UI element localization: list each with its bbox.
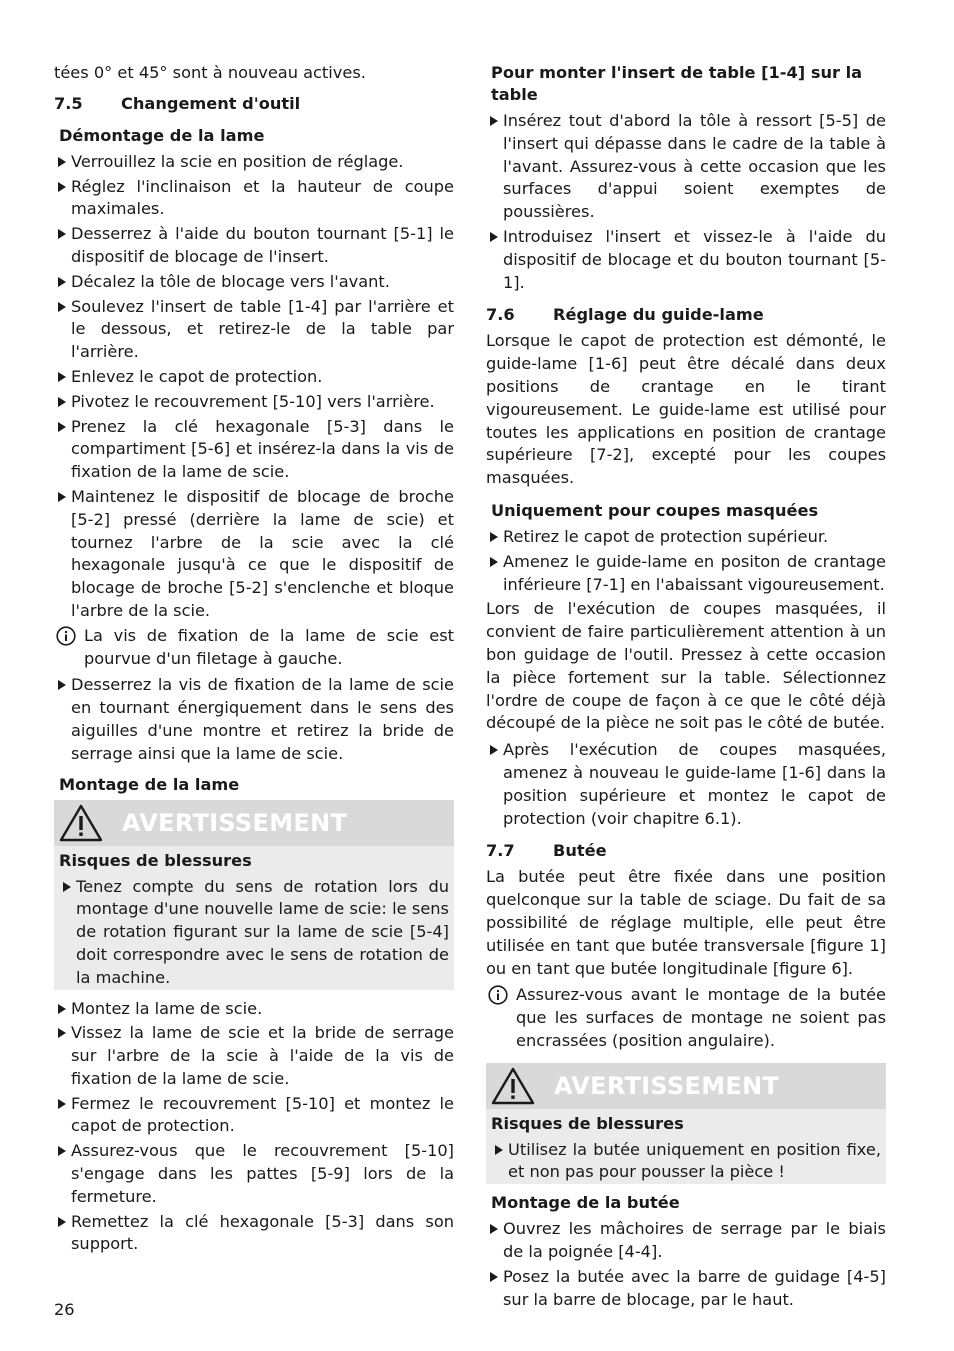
- step-item: Ouvrez les mâchoires de serrage par le biais de la poignée [4-4].: [486, 1218, 886, 1264]
- info-icon: [488, 985, 508, 1005]
- step-item: Desserrez la vis de fixation de la lame de scie en tournant énergiquement dans le sens des aiguilles d'une montre et retirez la bride de serrage ainsi que la lame de scie.: [54, 674, 454, 765]
- section-title: Changement d'outil: [121, 93, 301, 113]
- masked-last-step: [486, 739, 886, 830]
- warning-body: [486, 1109, 886, 1185]
- step-item: Insérez tout d'abord la tôle à ressort [5-5] de l'insert qui dépasse dans le cadre de la table à l'avant. Assurez-vous à cette occasion que les surfaces d'appui soient exemptes de poussières.: [486, 110, 886, 224]
- right-column: [486, 62, 886, 1313]
- montage-heading: Montage de la lame: [59, 774, 240, 794]
- warning-list: [491, 1139, 881, 1185]
- info-icon: [56, 626, 76, 646]
- info-note: [486, 984, 886, 1052]
- step-item: Desserrez à l'aide du bouton tournant [5-1] le dispositif de blocage de l'insert.: [54, 223, 454, 269]
- masked-heading: Uniquement pour coupes masquées: [491, 500, 819, 520]
- montage-butee-heading: Montage de la butée: [491, 1193, 680, 1213]
- step-item: Verrouillez la scie en position de réglage.: [54, 151, 454, 174]
- step-item: Posez la butée avec la barre de guidage [4-5] sur la barre de blocage, par le haut.: [486, 1266, 886, 1312]
- warning-header: [54, 800, 454, 846]
- montage-butee-steps: [486, 1218, 886, 1311]
- step-item: Retirez le capot de protection supérieur.: [486, 526, 886, 549]
- guide-paragraph: Lorsque le capot de protection est démonté, le guide-lame [1-6] peut être décalé dans deux positions de crantage en le tirant vigoureusement. Le guide-lame est utilisé pour toutes les applications en position de crantage supérieure [7-2], excepté pour les coupes masquées.: [486, 331, 886, 488]
- masked-steps: [486, 526, 886, 596]
- step-item: Maintenez le dispositif de blocage de broche [5-2] pressé (derrière la lame de scie) et tournez l'arbre de la scie avec la clé hexagonale jusqu'à ce que le dispositif de blocage de broche [5-2] s'enclenche et bloque l'arbre de la scie.: [54, 486, 454, 623]
- section-heading-7-7: [486, 840, 886, 862]
- section-number: 7.6: [486, 305, 515, 325]
- step-item: Amenez le guide-lame en positon de crantage inférieure [7-1] en l'abaissant vigoureusement.: [486, 551, 886, 597]
- step-item: Assurez-vous que le recouvrement [5-10] s'engage dans les pattes [5-9] lors de la fermeture.: [54, 1140, 454, 1208]
- masked-paragraph: Lors de l'exécution de coupes masquées, il convient de faire particulièrement attention à un bon guidage de l'outil. Pressez à cette occasion la pièce fortement sur la table. Sélectionnez l'ordre de coupe de façon à ce que le côté déjà découpé de la pièce ne soit pas le côté de butée.: [486, 599, 886, 733]
- warning-body: [54, 846, 454, 990]
- warning-title: AVERTISSEMENT: [122, 808, 348, 837]
- step-item: Introduisez l'insert et vissez-le à l'aide du dispositif de blocage et du bouton tournant [5-1].: [486, 226, 886, 294]
- section-title: Butée: [553, 841, 607, 861]
- info-note-text: La vis de fixation de la lame de scie est pourvue d'un filetage à gauche.: [84, 625, 454, 668]
- left-column: [54, 62, 454, 1258]
- step-item: Fermez le recouvrement [5-10] et montez le capot de protection.: [54, 1093, 454, 1139]
- step-item: Vissez la lame de scie et la bride de serrage sur l'arbre de la scie à l'aide de la vis de fixation de la lame de scie.: [54, 1022, 454, 1090]
- insert-heading: Pour monter l'insert de table [1-4] sur la table: [491, 63, 863, 104]
- warning-icon: [58, 803, 104, 843]
- warning-icon: [490, 1066, 536, 1106]
- section-heading-7-5: [54, 93, 454, 115]
- section-number: 7.7: [486, 841, 515, 861]
- step-item: Remettez la clé hexagonale [5-3] dans son support.: [54, 1211, 454, 1257]
- step-item: Réglez l'inclinaison et la hauteur de coupe maximales.: [54, 176, 454, 222]
- section-heading-7-6: [486, 304, 886, 326]
- warning-header: [486, 1063, 886, 1109]
- insert-steps: [486, 110, 886, 294]
- section-number: 7.5: [54, 93, 83, 113]
- warning-box: [486, 1063, 886, 1185]
- montage-steps: [54, 998, 454, 1257]
- step-item: Enlevez le capot de protection.: [54, 366, 454, 389]
- demontage-heading: Démontage de la lame: [59, 125, 265, 145]
- step-item: Décalez la tôle de blocage vers l'avant.: [54, 271, 454, 294]
- demontage-last-step: [54, 674, 454, 765]
- butee-paragraph: La butée peut être fixée dans une position quelconque sur la table de sciage. Du fait de sa possibilité de réglage multiple, elle peut être utilisée en tant que butée transversale [figure 1] ou en tant que butée longitudinale [figure 6].: [486, 867, 886, 978]
- step-item: Prenez la clé hexagonale [5-3] dans le compartiment [5-6] et insérez-la dans la vis de fixation de la lame de scie.: [54, 416, 454, 484]
- warning-subtitle: Risques de blessures: [491, 1113, 684, 1133]
- step-item: Après l'exécution de coupes masquées, amenez à nouveau le guide-lame [1-6] dans la position supérieure et montez le capot de protection (voir chapitre 6.1).: [486, 739, 886, 830]
- step-item: Soulevez l'insert de table [1-4] par l'arrière et le dessous, et retirez-le de la table par l'arrière.: [54, 296, 454, 364]
- warning-title: AVERTISSEMENT: [554, 1071, 780, 1100]
- warning-list: [59, 876, 449, 990]
- info-note: [54, 625, 454, 671]
- warning-subtitle: Risques de blessures: [59, 850, 252, 870]
- info-note-text: Assurez-vous avant le montage de la butée que les surfaces de montage ne soient pas encrassées (position angulaire).: [516, 985, 886, 1050]
- step-item: Pivotez le recouvrement [5-10] vers l'arrière.: [54, 391, 454, 414]
- step-item: Montez la lame de scie.: [54, 998, 454, 1021]
- demontage-steps: [54, 151, 454, 623]
- continuation-text: tées 0° et 45° sont à nouveau actives.: [54, 63, 366, 82]
- page-number: 26: [54, 1300, 75, 1319]
- warning-item: Utilisez la butée uniquement en position fixe, et non pas pour pousser la pièce !: [491, 1139, 881, 1185]
- warning-box: [54, 800, 454, 990]
- warning-item: Tenez compte du sens de rotation lors du montage d'une nouvelle lame de scie: le sens de rotation figurant sur la lame de scie [5-4] doit correspondre avec le sens de rotation de la machine.: [59, 876, 449, 990]
- section-title: Réglage du guide-lame: [553, 305, 764, 325]
